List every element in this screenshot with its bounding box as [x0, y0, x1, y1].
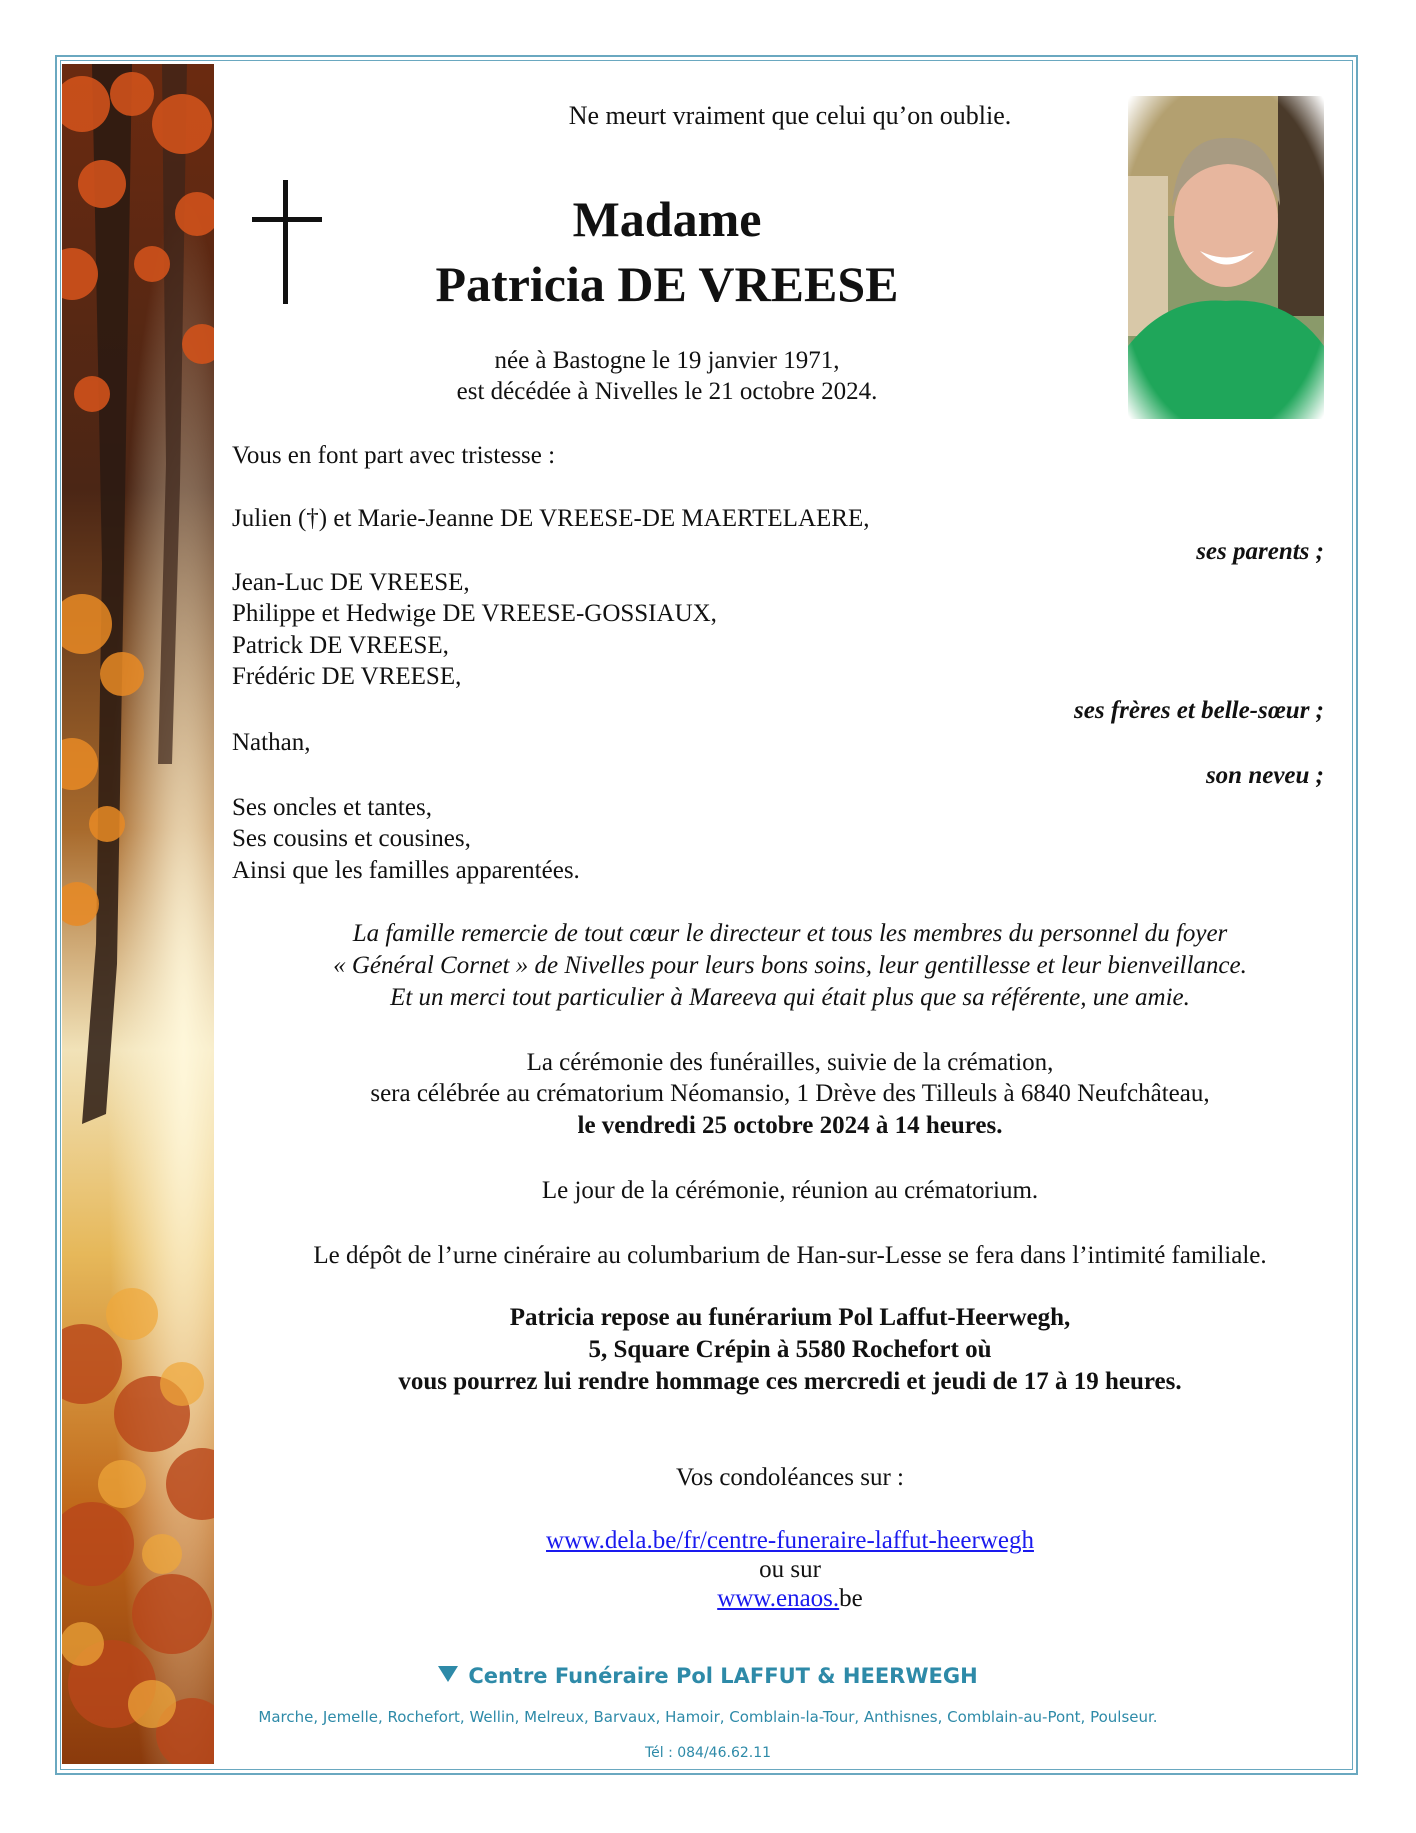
triangle-down-icon — [438, 1666, 458, 1682]
thanks-line: La famille remercie de tout cœur le directeur et tous les membres du personnel du foyer — [352, 920, 1228, 947]
autumn-forest-image — [62, 64, 214, 1764]
rest-line: vous pourrez lui rendre hommage ces mercredi et jeudi de 17 à 19 heures. — [398, 1368, 1182, 1395]
sibling-line: Frédéric DE VREESE, — [232, 663, 462, 690]
urn-line: Le dépôt de l’urne cinéraire au columbarium de Han-sur-Lesse se fera dans l’intimité familiale. — [313, 1242, 1267, 1269]
deceased-name: Patricia DE VREESE — [435, 256, 899, 312]
thanks-line: « Général Cornet » de Nivelles pour leurs bons soins, leur gentillesse et leur bienveillance. — [333, 952, 1247, 979]
funeral-home-name-text: Centre Funéraire Pol LAFFUT & HEERWEGH — [468, 1664, 978, 1688]
link-enaos-tail: be — [839, 1585, 863, 1612]
funeral-home-phone: Tél : 084/46.62.11 — [644, 1745, 772, 1761]
rest-line: Patricia repose au funérarium Pol Laffut-Heerwegh, — [509, 1304, 1071, 1331]
epigraph: Ne meurt vraiment que celui qu’on oublie. — [568, 101, 1012, 130]
parents-names: Julien (†) et Marie-Jeanne DE VREESE-DE MAERTELAERE, — [232, 505, 870, 532]
parents-label: ses parents ; — [1196, 538, 1324, 565]
sibling-line: Patrick DE VREESE, — [232, 632, 449, 659]
rest-line: 5, Square Crépin à 5580 Rochefort où — [588, 1336, 992, 1363]
relatives-line: Ses oncles et tantes, — [232, 794, 432, 821]
relatives-line: Ses cousins et cousines, — [232, 825, 471, 852]
sibling-line: Jean-Luc DE VREESE, — [232, 569, 470, 596]
nephew-label: son neveu ; — [1205, 762, 1324, 789]
siblings-label: ses frères et belle-sœur ; — [1074, 697, 1324, 724]
intro-line: Vous en font part avec tristesse : — [232, 442, 556, 469]
death-info: est décédée à Nivelles le 21 octobre 2024. — [456, 378, 878, 405]
condolences-link-1-row — [232, 1525, 1348, 1557]
ceremony-line: La cérémonie des funérailles, suivie de la crémation, — [526, 1049, 1054, 1076]
portrait-photo — [1128, 96, 1324, 419]
condolences-link-enaos[interactable] — [717, 1585, 839, 1612]
funeral-home-locations: Marche, Jemelle, Rochefort, Wellin, Melreux, Barvaux, Hamoir, Comblain-la-Tour, Anthisnes, Comblain-au-Pont, Poulseur. — [258, 1708, 1158, 1726]
condolences-label: Vos condoléances sur : — [676, 1464, 904, 1491]
thanks-line: Et un merci tout particulier à Mareeva qui était plus que sa référente, une amie. — [390, 984, 1190, 1011]
condolences-link-dela[interactable]: www.dela.be/fr/centre-funeraire-laffut-heerwegh — [546, 1527, 1034, 1554]
meeting-line: Le jour de la cérémonie, réunion au crématorium. — [541, 1177, 1039, 1204]
relatives-line: Ainsi que les familles apparentées. — [232, 857, 580, 884]
birth-info: née à Bastogne le 19 janvier 1971, — [494, 347, 840, 374]
sibling-line: Philippe et Hedwige DE VREESE-GOSSIAUX, — [232, 600, 717, 627]
funeral-home-name — [0, 1664, 1416, 1688]
title-honorific: Madame — [572, 191, 762, 247]
ceremony-line: sera célébrée au crématorium Néomansio, 1 Drève des Tilleuls à 6840 Neufchâteau, — [370, 1080, 1210, 1107]
link-enaos-text: www.enaos. — [717, 1585, 840, 1612]
ceremony-date: le vendredi 25 octobre 2024 à 14 heures. — [577, 1112, 1003, 1139]
nephew-name: Nathan, — [232, 729, 311, 756]
condolences-link-2-row — [232, 1583, 1348, 1615]
condolences-or: ou sur — [759, 1556, 821, 1583]
